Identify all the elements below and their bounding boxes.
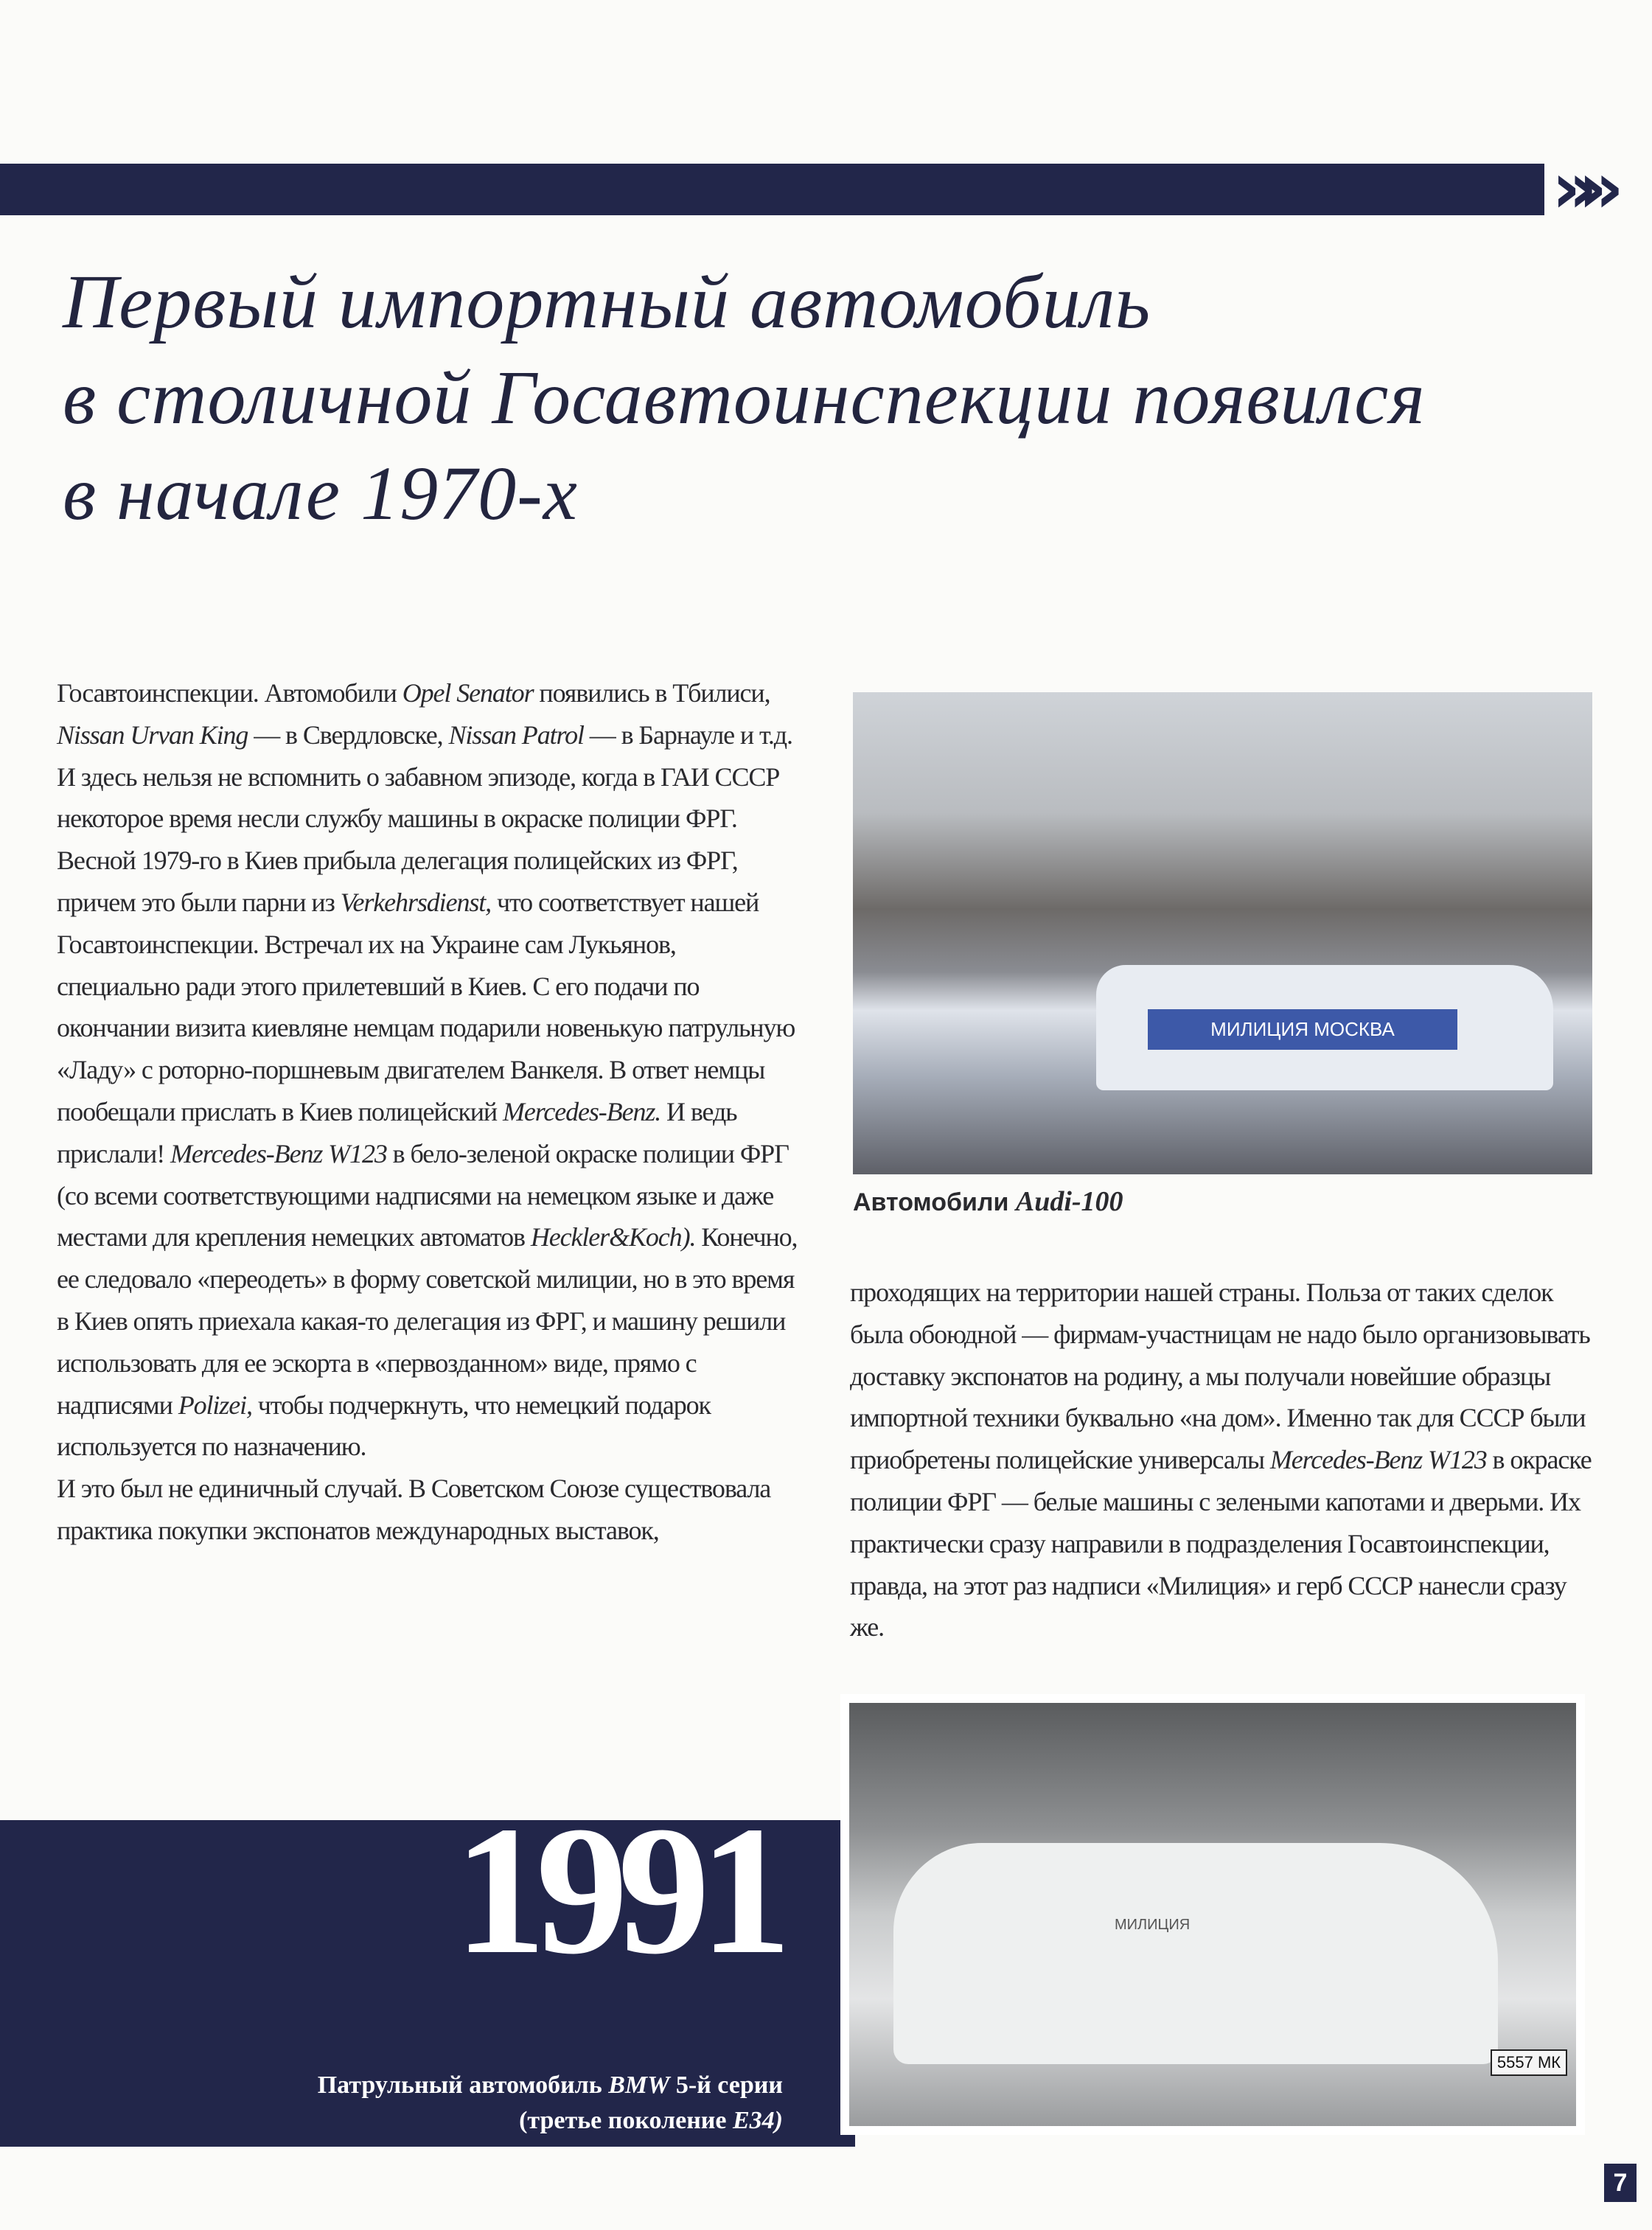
text-italic: Mercedes-Benz W123 [170, 1138, 387, 1168]
text-italic: Nissan Patrol [448, 719, 584, 750]
text-italic: Verkehrsdienst, [340, 887, 492, 917]
text: Госавтоинспекции. Автомобили [57, 678, 402, 708]
page-number: 7 [1604, 2164, 1637, 2202]
text: появились в Тбилиси, [533, 678, 770, 708]
text-italic: Mercedes-Benz W123 [1269, 1445, 1487, 1475]
text: — в Свердловске, [248, 719, 449, 750]
double-chevron-icon: »» [1552, 147, 1606, 229]
left-column-text [57, 672, 801, 1552]
photo-bmw-e34 [840, 1694, 1585, 2135]
text-italic: Nissan Urvan King [57, 719, 248, 750]
paragraph [850, 1272, 1595, 1648]
license-plate: 5557 МК [1491, 2049, 1567, 2076]
paragraph [57, 672, 801, 756]
text: проходящих на территории нашей страны. Польза от таких сделок была обоюдной — фирмам-участницам не надо было организовывать доставку экспонатов на родину, а мы получали новейшие образцы импортной техники буквально «на дом». Именно так для СССР были приобретены полицейские универсалы [850, 1278, 1590, 1475]
title-line: в столичной Госавтоинспекции появился [63, 355, 1426, 440]
title-line: Первый импортный автомобиль [63, 259, 1151, 344]
car-livery-text: МИЛИЦИЯ МОСКВА [1148, 1009, 1457, 1050]
text: Конечно, ее следовало «переодеть» в форму советской милиции, но в это время в Киев опять приехала какая-то делегация из ФРГ, и машину решили использовать для ее эскорта в «первозданном» виде, прямо с надписями [57, 1222, 798, 1420]
photo-audi-100-patrol-cars [853, 692, 1592, 1174]
caption-italic: BMW [608, 2072, 670, 2099]
photo-image [849, 1703, 1576, 2126]
text: И ведь прислали! [57, 1096, 737, 1168]
paragraph [57, 756, 801, 1468]
right-column-text [850, 1272, 1595, 1648]
text: чтобы подчеркнуть, что немецкий подарок используется по назначению. [57, 1390, 711, 1462]
caption-text: (третье поколение [519, 2107, 733, 2134]
bmw-caption [221, 2068, 783, 2139]
text: И здесь нельзя не вспомнить о забавном эпизоде, когда в ГАИ СССР некоторое время несли службу машины в окраске полиции ФРГ. Весной 1979-го в Киев прибыла делегация полицейских из ФРГ, причем это были парни из [57, 762, 780, 917]
text-italic: Opel Senator [402, 678, 534, 708]
caption-italic: E34) [733, 2107, 783, 2134]
text-italic: Heckler&Koch). [530, 1222, 696, 1252]
text: — в Барнауле и т.д. [583, 719, 792, 750]
car-shape [893, 1843, 1498, 2064]
text-italic: Mercedes-Benz. [503, 1096, 661, 1126]
caption-text: 5-й серии [669, 2072, 783, 2099]
text: в бело-зеленой окраске полиции ФРГ (со всеми соответствующими надписями на немецком языке и даже местами для крепления немецких автоматов [57, 1138, 789, 1252]
caption-text: Автомобили [853, 1188, 1016, 1216]
title-line: в начале 1970-х [63, 451, 578, 536]
paragraph: И это был не единичный случай. В Советском Союзе существовала практика покупки экспонатов международных выставок, [57, 1474, 771, 1545]
text: в окраске полиции ФРГ — белые машины с зелеными капотами и дверьми. Их практически сразу направили в подразделения Госавтоинспекции, правда, на этот раз надписи «Милиция» и герб СССР нанесли сразу же. [850, 1445, 1592, 1642]
text: что соответствует нашей Госавтоинспекции. Встречал их на Украине сам Лукьянов, специально ради этого прилетевший в Киев. С его подачи по окончании визита киевляне немцам подарили новенькую патрульную «Ладу» с роторно-поршневым двигателем Ванкеля. В ответ немцы пообещали прислать в Киев полицейский [57, 887, 795, 1126]
photo-caption [853, 1185, 1123, 1218]
caption-model: Audi-100 [1015, 1186, 1123, 1217]
page-title [63, 254, 1611, 542]
caption-text: Патрульный автомобиль [317, 2072, 609, 2099]
text-italic: Polizei, [178, 1390, 252, 1420]
header-bar [0, 164, 1544, 215]
car-side-text: МИЛИЦИЯ [1115, 1917, 1191, 1933]
year-label: 1991 [454, 1788, 781, 1993]
